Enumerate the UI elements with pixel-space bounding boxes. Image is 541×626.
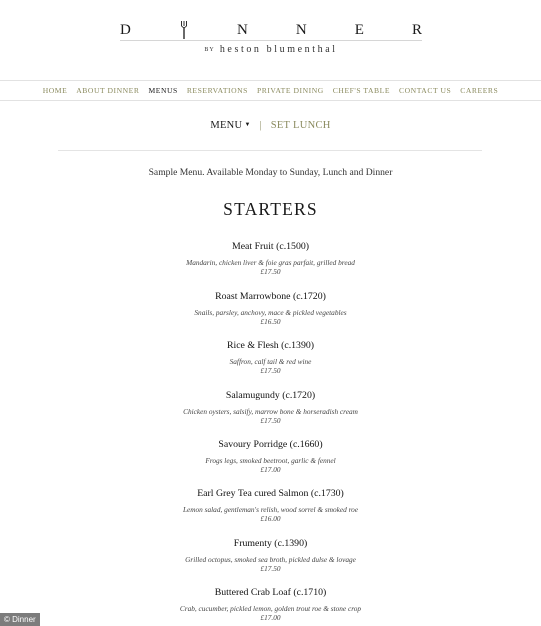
nav-item-chefs-table[interactable]: CHEF'S TABLE	[332, 86, 391, 95]
fork-icon	[179, 20, 189, 40]
dish-description: Snails, parsley, anchovy, mace & pickled vegetables	[194, 308, 347, 317]
logo-letter: N	[236, 22, 248, 38]
menu-item	[0, 538, 541, 573]
nav-item-careers[interactable]: CAREERS	[460, 86, 499, 95]
dish-description: Chicken oysters, salsify, marrow bone & horseradish cream	[183, 407, 358, 416]
dish-name: Salamugundy (c.1720)	[225, 390, 316, 401]
logo-subtitle-text: heston blumenthal	[219, 44, 338, 55]
set-lunch-link[interactable]: SET LUNCH	[270, 119, 331, 131]
dish-description: Mandarin, chicken liver & foie gras parfait, grilled bread	[186, 258, 355, 267]
dish-price: £17.50	[260, 416, 281, 425]
dish-price: £17.50	[260, 267, 281, 276]
logo-subtitle	[120, 44, 422, 55]
menu-item	[0, 291, 541, 326]
main-nav	[0, 80, 541, 101]
dish-price: £17.00	[260, 613, 281, 622]
dish-description: Lemon salad, gentleman's relish, wood sorrel & smoked roe	[182, 505, 359, 514]
caret-down-icon: ▼	[244, 122, 251, 128]
dish-price: £17.50	[260, 564, 281, 573]
menu-dropdown[interactable]	[210, 120, 250, 131]
dish-name: Roast Marrowbone (c.1720)	[215, 291, 326, 302]
dish-name: Buttered Crab Loaf (c.1710)	[214, 587, 327, 598]
nav-item-contact-us[interactable]: CONTACT US	[399, 86, 452, 95]
subnav-separator: |	[259, 119, 262, 131]
dish-name: Rice & Flesh (c.1390)	[226, 340, 315, 351]
nav-item-menus[interactable]: MENUS	[148, 86, 178, 95]
menu-intro: Sample Menu. Available Monday to Sunday, Lunch and Dinner	[148, 167, 393, 178]
logo-letter: E	[354, 22, 364, 38]
logo-divider	[120, 40, 422, 41]
menu-item	[0, 340, 541, 375]
dish-description: Crab, cucumber, pickled lemon, golden trout roe & stone crop	[179, 604, 362, 613]
dish-name: Meat Fruit (c.1500)	[232, 241, 309, 252]
menu-item	[0, 488, 541, 523]
header	[0, 0, 541, 80]
menu-item	[0, 439, 541, 474]
nav-item-about-dinner[interactable]: ABOUT DINNER	[76, 86, 140, 95]
content-divider	[58, 150, 482, 151]
logo-by: BY	[204, 47, 215, 53]
dish-name: Frumenty (c.1390)	[233, 538, 308, 549]
menu-item	[0, 241, 541, 276]
menu-dropdown-label: MENU	[210, 119, 243, 131]
logo-letter: N	[295, 22, 307, 38]
section-title: STARTERS	[223, 199, 318, 219]
nav-item-home[interactable]: HOME	[42, 86, 68, 95]
nav-item-private-dining[interactable]: PRIVATE DINING	[256, 86, 324, 95]
dish-description: Frogs legs, smoked beetroot, garlic & fennel	[205, 456, 336, 465]
dish-price: £16.00	[260, 514, 281, 523]
logo[interactable]	[120, 20, 422, 40]
menu-item	[0, 390, 541, 425]
dish-name: Earl Grey Tea cured Salmon (c.1730)	[197, 488, 344, 499]
menu-subnav	[0, 118, 541, 132]
logo-letter: D	[120, 22, 131, 38]
dish-description: Saffron, calf tail & red wine	[229, 357, 312, 366]
dish-description: Grilled octopus, smoked sea broth, pickled dulse & lovage	[185, 555, 356, 564]
nav-item-reservations[interactable]: RESERVATIONS	[186, 86, 248, 95]
photo-credit: © Dinner	[0, 613, 40, 626]
dish-price: £17.50	[260, 366, 281, 375]
menu-item	[0, 587, 541, 622]
logo-letter: R	[411, 22, 422, 38]
dish-price: £17.00	[260, 465, 281, 474]
dish-name: Savoury Porridge (c.1660)	[218, 439, 323, 450]
dish-price: £16.50	[260, 317, 281, 326]
